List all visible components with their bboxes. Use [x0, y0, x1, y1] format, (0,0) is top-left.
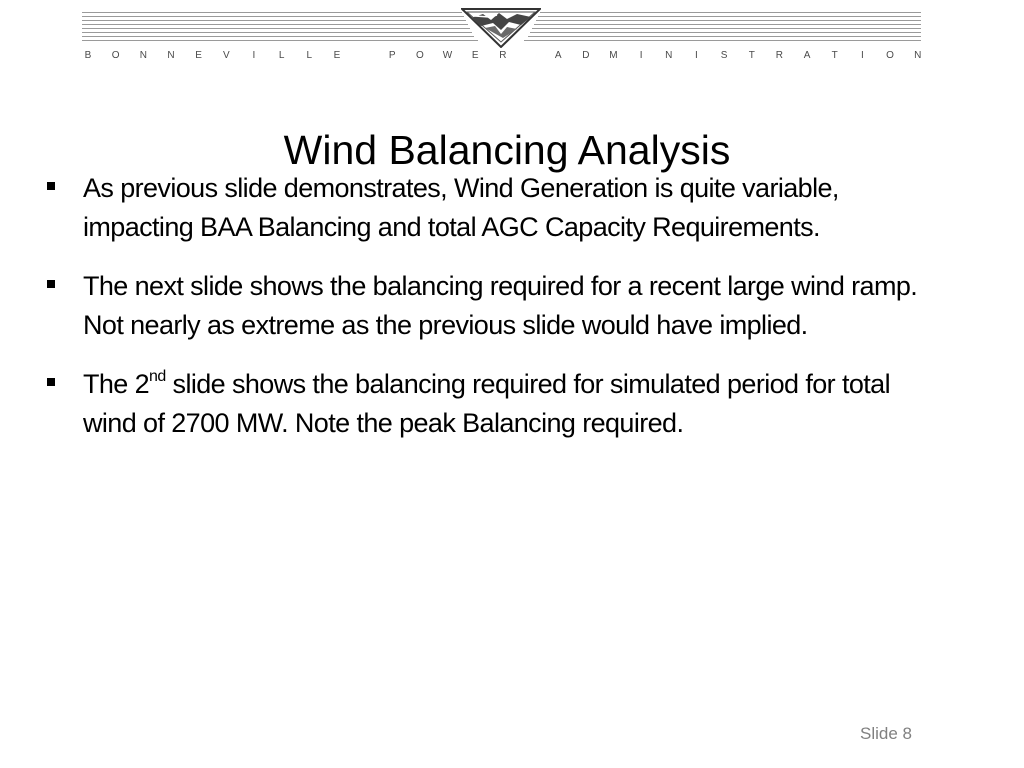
org-name-letter: V	[222, 50, 230, 61]
org-name-letter: P	[388, 50, 396, 61]
bullet-text: The next slide shows the balancing required for a recent large wind ramp. Not nearly as extreme as the previous slide would have implied.	[83, 271, 918, 340]
square-bullet-icon	[47, 378, 55, 386]
organization-name	[83, 50, 923, 64]
org-name-letter: A	[554, 50, 562, 61]
bullet-text-start: The 2	[83, 369, 150, 399]
org-name-letter: B	[84, 50, 92, 61]
org-name-letter: N	[665, 50, 673, 61]
org-name-letter: E	[333, 50, 341, 61]
bullet-list	[45, 169, 945, 463]
org-name-letter: O	[415, 50, 424, 61]
org-name-letter: R	[775, 50, 784, 61]
org-name-letter: I	[860, 50, 864, 61]
bullet-text: As previous slide demonstrates, Wind Generation is quite variable, impacting BAA Balancing and total AGC Capacity Requirements.	[83, 173, 839, 242]
org-name-letter: I	[252, 50, 256, 61]
slide-title: Wind Balancing Analysis	[283, 127, 731, 174]
org-name-letter: O	[886, 50, 894, 61]
org-name-letter: N	[914, 50, 922, 61]
org-name-letter: A	[803, 50, 811, 61]
square-bullet-icon	[47, 280, 55, 288]
org-name-space	[526, 50, 536, 64]
bpa-mountain-logo-icon	[461, 8, 541, 48]
bullet-item	[45, 169, 945, 247]
org-name-space	[360, 50, 370, 64]
ordinal-superscript: nd	[149, 368, 166, 385]
org-name-letter: W	[442, 50, 453, 61]
org-name-letter: I	[639, 50, 643, 61]
slide-header	[0, 0, 1024, 70]
org-name-letter: L	[278, 50, 285, 61]
bullet-text-end: slide shows the balancing required for simulated period for total wind of 2700 MW. Note the peak Balancing required.	[83, 369, 890, 438]
bullet-item	[45, 365, 945, 443]
org-name-letter: E	[471, 50, 479, 61]
org-name-letter: L	[306, 50, 313, 61]
org-name-letter: R	[499, 50, 507, 61]
org-name-letter: D	[582, 50, 590, 61]
org-name-letter: O	[111, 50, 120, 61]
bullet-item	[45, 267, 945, 345]
square-bullet-icon	[47, 182, 55, 190]
slide-number: Slide 8	[860, 724, 912, 743]
org-name-letter: S	[720, 50, 728, 61]
org-name-letter: I	[695, 50, 698, 61]
org-name-letter: M	[609, 50, 618, 61]
org-name-letter: E	[195, 50, 202, 61]
org-name-letter: T	[831, 50, 838, 61]
org-name-letter: N	[167, 50, 175, 61]
org-name-letter: N	[139, 50, 147, 61]
org-name-letter: T	[748, 50, 755, 61]
